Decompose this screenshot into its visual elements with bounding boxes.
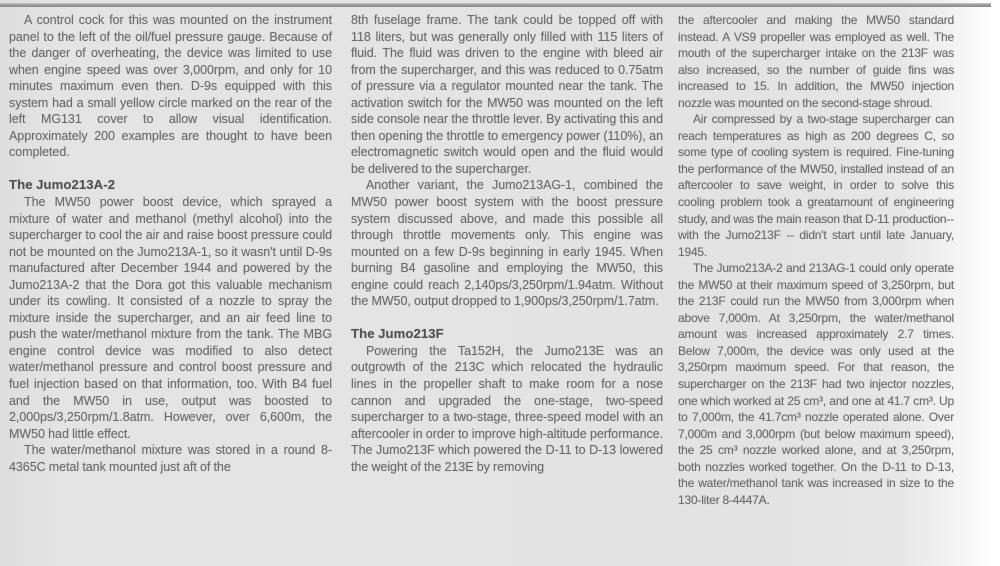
text-columns xyxy=(9,12,954,508)
body-paragraph: Powering the Ta152H, the Jumo213E was an outgrowth of the 213C which relocated the hydraulic lines in the propeller shaft to make room for a nose cannon and upgraded the one-stage, two-speed supercharger to a two-stage, three-speed model with an aftercooler in order to improve high-altitude performance. The Jumo213F which powered the D-11 to D-13 lowered the weight of the 213E by removing xyxy=(351,343,663,474)
body-paragraph: A control cock for this was mounted on the instrument panel to the left of the oil/fuel pressure gauge. Because of the danger of overheating, the device was limited to use when engine speed was over 3,000rpm, and only for 10 minutes maximum even then. D-9s equipped with this system had a small yellow circle marked on the rear of the left MG131 cover to allow visual identification. Approximately 200 examples are thought to have been completed. xyxy=(9,13,332,160)
body-paragraph: Another variant, the Jumo213AG-1, combined the MW50 power boost system with the boost pressure system discussed above, and made this possible all through throttle movements only. This engine was mounted on a few D-9s beginning in early 1945. When burning B4 gasoline and employing the MW50, this engine could reach 2,140ps/3,250rpm/1.94atm. Without the MW50, output dropped to 1,900ps/3,250rpm/1.7atm. xyxy=(351,178,663,309)
body-paragraph: The water/methanol mixture was stored in a round 8-4365C metal tank mounted just aft of the xyxy=(9,443,332,474)
section-heading: The Jumo213A-2 xyxy=(9,177,116,193)
body-paragraph: The MW50 power boost device, which sprayed a mixture of water and methanol (methyl alcohol) into the supercharger to cool the air and raise boost pressure could not be mounted on the Jumo213A-1, so it wasn't until D-9s manufactured after December 1944 and powered by the Jumo213A-2 that the Dora got this valuable mechanism under its cowling. It consisted of a nozzle to spray the mixture inside the supercharger, and an air feed line to push the water/methanol mixture from the tank. The MBG engine control device was modified to also detect water/methanol pressure and control boost pressure and fuel injection based on that information, too. With B4 fuel and the MW50 in use, output was boosted to 2,000ps/3,250rpm/1.8atm. However, over 6,600m, the MW50 had little effect. xyxy=(9,194,332,441)
column-3 xyxy=(678,12,954,508)
section-heading: The Jumo213F xyxy=(351,326,444,342)
body-paragraph: The Jumo213A-2 and 213AG-1 could only operate the MW50 at their maximum speed of 3,250rpm, but the 213F could run the MW50 from 3,000rpm when above 7,000m. At 3,250rpm, the water/methanol amount was increased approximately 2.7 times. Below 7,000m, the device was only used at the 3,250rpm maximum speed. For that reason, the supercharger on the 213F had two injector nozzles, one which worked at 25 cm³, and one at 41.7 cm³. Up to 7,000m, the 41.7cm³ nozzle operated alone. Over 7,000m and 3,000rpm (but below maximum speed), the 25 cm³ nozzle worked alone, and at 3,250rpm, both nozzles worked together. On the D-11 to D-13, the water/methanol tank was increased in size to the 130-liter 8-4447A. xyxy=(678,261,954,507)
body-paragraph: 8th fuselage frame. The tank could be topped off with 118 liters, but was generally only filled with 115 liters of fluid. The fluid was driven to the engine with bleed air from the supercharger, and this was reduced to 0.75atm of pressure via a regulator mounted near the tank. The activation switch for the MW50 was mounted on the left side console near the throttle lever. By activating this and then opening the throttle to emergency power (110%), an electromagnetic switch would open and the fluid would be delivered to the supercharger. xyxy=(351,13,663,176)
body-paragraph: Air compressed by a two-stage supercharger can reach temperatures as high as 200 degrees C, so some type of cooling system is required. Fine-tuning the performance of the MW50, installed instead of an aftercooler to save weight, in order to solve this cooling problem took a greatamount of engineering study, and was the main reason that D-11 production-- with the Jumo213F -- didn't start until late January, 1945. xyxy=(678,112,954,259)
column-1 xyxy=(9,12,332,475)
page-top-rule xyxy=(0,3,991,7)
body-paragraph: the aftercooler and making the MW50 standard instead. A VS9 propeller was employed as well. The mouth of the supercharger intake on the 213F was also increased, so the number of guide fins was increased to 15. In addition, the MW50 injection nozzle was mounted on the second-stage shroud. xyxy=(678,13,954,110)
column-2 xyxy=(351,12,663,475)
